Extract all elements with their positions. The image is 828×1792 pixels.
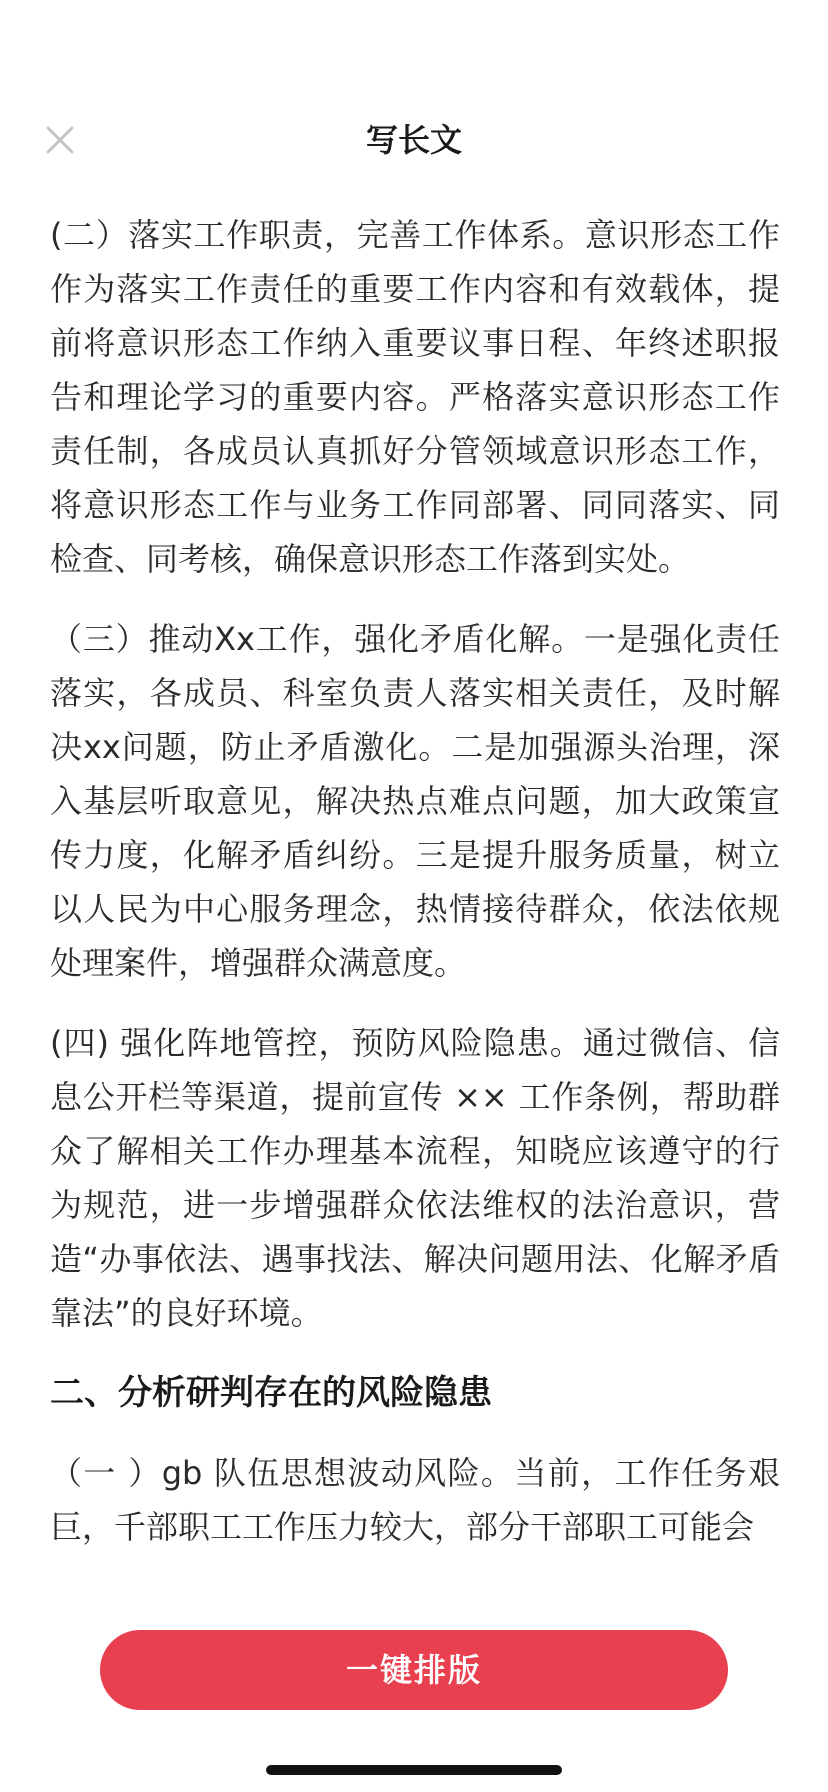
paragraph-4: (四) 强化阵地管控，预防风险隐患。通过微信、信息公开栏等渠道，提前宣传 ×× 工作条例，帮助群众了解相关工作办理基本流程，知晓应该遵守的行为规范，进一步增强群众依法维权的法治意识，营造“办事依法、遇事找法、解决问题用法、化解矛盾靠法”的良好环境。 — [50, 1024, 780, 1332]
nav-bar — [0, 100, 828, 180]
page-title: 写长文 — [365, 121, 462, 159]
one-click-format-button[interactable]: 一键排版 — [100, 1630, 728, 1710]
home-indicator[interactable] — [266, 1765, 562, 1775]
close-icon — [45, 125, 75, 155]
close-button[interactable] — [36, 116, 84, 164]
article-editor[interactable] — [50, 208, 780, 1618]
section-heading: 二、分析研判存在的风险隐患 — [50, 1373, 492, 1413]
paragraph-risk-1: （一 ）gb 队伍思想波动风险。当前，工作任务艰巨，千部职工工作压力较大，部分干部职工可能会 — [50, 1454, 780, 1546]
paragraph-2: (二）落实工作职责，完善工作体系。意识形态工作作为落实工作责任的重要工作内容和有效载体，提前将意识形态工作纳入重要议事日程、年终述职报告和理论学习的重要内容。严格落实意识形态工作责任制，各成员认真抓好分管领域意识形态工作，将意识形态工作与业务工作同部署、同同落实、同检查、同考核，确保意识形态工作落到实处。 — [50, 216, 780, 578]
paragraph-3: （三）推动Xx工作，强化矛盾化解。一是强化责任落实，各成员、科室负责人落实相关责任，及时解决xx问题，防止矛盾激化。二是加强源头治理，深入基层听取意见，解决热点难点问题，加大政策宣传力度，化解矛盾纠纷。三是提升服务质量，树立以人民为中心服务理念，热情接待群众，依法依规处理案件，增强群众满意度。 — [50, 620, 780, 982]
